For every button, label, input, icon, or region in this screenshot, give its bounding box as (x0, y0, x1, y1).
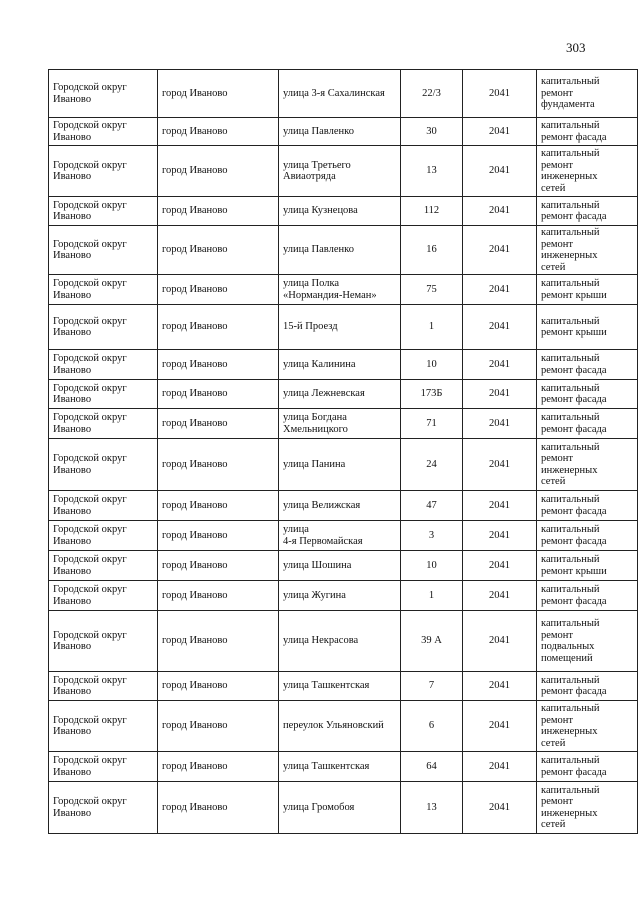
house-number-cell (401, 409, 463, 439)
work-type-cell-text: капитальный ремонт фасада (541, 524, 607, 547)
work-type-cell (537, 305, 638, 350)
house-number-cell-text: 16 (426, 244, 437, 256)
work-type-cell-text: капитальный ремонт фасада (541, 494, 607, 517)
city-cell-text: город Иваново (162, 760, 228, 772)
house-number-cell (401, 118, 463, 146)
street-cell (279, 752, 401, 782)
city-cell-text: город Иваново (162, 165, 228, 177)
table-row (49, 409, 638, 439)
house-number-cell-text: 71 (426, 417, 437, 429)
repair-schedule-table (48, 69, 638, 834)
city-cell-text: город Иваново (162, 244, 228, 256)
work-type-cell (537, 226, 638, 275)
house-number-cell (401, 197, 463, 226)
street-cell-text: улица Шошина (283, 559, 352, 571)
table-row (49, 146, 638, 197)
page-number: 303 (566, 40, 586, 55)
street-cell (279, 409, 401, 439)
house-number-cell (401, 491, 463, 521)
year-cell-text: 2041 (489, 417, 510, 429)
district-cell-text: Городской округ Иваново (53, 453, 127, 476)
year-cell-text: 2041 (489, 358, 510, 370)
year-cell (463, 611, 537, 672)
work-type-cell (537, 409, 638, 439)
table-row (49, 521, 638, 551)
house-number-cell-text: 112 (423, 205, 440, 217)
year-cell-text: 2041 (489, 165, 510, 177)
work-type-cell (537, 551, 638, 581)
work-type-cell-text: капитальный ремонт фасада (541, 412, 607, 435)
work-type-cell-text: капитальный ремонт фасада (541, 755, 607, 778)
city-cell-text: город Иваново (162, 321, 228, 333)
house-number-cell (401, 350, 463, 380)
year-cell-text: 2041 (489, 283, 510, 295)
city-cell (158, 701, 279, 752)
city-cell-text: город Иваново (162, 635, 228, 647)
street-cell-text: переулок Ульяновский (283, 720, 384, 732)
year-cell (463, 439, 537, 491)
district-cell-text: Городской округ Иваново (53, 159, 127, 182)
house-number-cell (401, 782, 463, 834)
city-cell (158, 197, 279, 226)
work-type-cell (537, 197, 638, 226)
table-row (49, 275, 638, 305)
year-cell-text: 2041 (489, 321, 510, 333)
street-cell (279, 551, 401, 581)
house-number-cell-text: 1 (428, 589, 435, 601)
street-cell-text: улица Павленко (283, 244, 354, 256)
house-number-cell (401, 551, 463, 581)
district-cell-text: Городской округ Иваново (53, 796, 127, 819)
work-type-cell-text: капитальный ремонт крыши (541, 554, 607, 577)
work-type-cell (537, 611, 638, 672)
district-cell-text: Городской округ Иваново (53, 315, 127, 338)
work-type-cell-text: капитальный ремонт крыши (541, 278, 607, 301)
street-cell-text: улица Полка «Нормандия-Неман» (283, 278, 377, 301)
district-cell (49, 491, 158, 521)
street-cell (279, 672, 401, 701)
district-cell-text: Городской округ Иваново (53, 199, 127, 222)
table-row (49, 551, 638, 581)
street-cell (279, 380, 401, 409)
house-number-cell (401, 439, 463, 491)
table-row (49, 782, 638, 834)
city-cell (158, 350, 279, 380)
house-number-cell (401, 305, 463, 350)
work-type-cell (537, 118, 638, 146)
district-cell (49, 118, 158, 146)
street-cell (279, 581, 401, 611)
year-cell-text: 2041 (489, 125, 510, 137)
street-cell-text: улица 4-я Первомайская (283, 524, 363, 547)
house-number-cell (401, 226, 463, 275)
street-cell-text: улица Лежневская (283, 388, 365, 400)
city-cell-text: город Иваново (162, 283, 228, 295)
table-row (49, 491, 638, 521)
year-cell-text: 2041 (489, 680, 510, 692)
house-number-cell (401, 521, 463, 551)
house-number-cell-text: 22/3 (422, 87, 441, 99)
district-cell-text: Городской округ Иваново (53, 412, 127, 435)
district-cell (49, 305, 158, 350)
street-cell-text: улица Калинина (283, 358, 356, 370)
year-cell (463, 672, 537, 701)
house-number-cell-text: 13 (426, 165, 437, 177)
table-row (49, 672, 638, 701)
city-cell-text: город Иваново (162, 388, 228, 400)
street-cell-text: улица Третьего Авиаотряда (283, 159, 351, 182)
street-cell-text: улица Ташкентская (283, 760, 370, 772)
work-type-cell (537, 672, 638, 701)
year-cell (463, 380, 537, 409)
street-cell-text: улица Жугина (283, 589, 346, 601)
city-cell (158, 146, 279, 197)
district-cell (49, 581, 158, 611)
district-cell (49, 409, 158, 439)
street-cell-text: улица Громобоя (283, 801, 355, 813)
city-cell-text: город Иваново (162, 559, 228, 571)
work-type-cell (537, 439, 638, 491)
city-cell-text: город Иваново (162, 499, 228, 511)
district-cell (49, 782, 158, 834)
street-cell (279, 275, 401, 305)
year-cell (463, 701, 537, 752)
city-cell (158, 782, 279, 834)
district-cell-text: Городской округ Иваново (53, 353, 127, 376)
district-cell (49, 380, 158, 409)
year-cell (463, 70, 537, 118)
house-number-cell (401, 380, 463, 409)
district-cell (49, 350, 158, 380)
work-type-cell-text: капитальный ремонт фасада (541, 382, 607, 405)
district-cell (49, 701, 158, 752)
table-row (49, 118, 638, 146)
city-cell-text: город Иваново (162, 589, 228, 601)
work-type-cell (537, 146, 638, 197)
district-cell (49, 672, 158, 701)
district-cell-text: Городской округ Иваново (53, 494, 127, 517)
city-cell (158, 551, 279, 581)
house-number-cell (401, 146, 463, 197)
work-type-cell (537, 581, 638, 611)
table-row (49, 581, 638, 611)
year-cell-text: 2041 (489, 205, 510, 217)
work-type-cell (537, 782, 638, 834)
street-cell-text: улица Некрасова (283, 635, 359, 647)
house-number-cell (401, 70, 463, 118)
city-cell (158, 226, 279, 275)
city-cell (158, 752, 279, 782)
district-cell-text: Городской округ Иваново (53, 82, 127, 105)
work-type-cell-text: капитальный ремонт фасада (541, 199, 607, 222)
year-cell-text: 2041 (489, 87, 510, 99)
house-number-cell (401, 672, 463, 701)
district-cell (49, 521, 158, 551)
table-body (49, 70, 638, 834)
year-cell-text: 2041 (489, 458, 510, 470)
city-cell (158, 70, 279, 118)
house-number-cell-text: 47 (426, 499, 437, 511)
table-row (49, 226, 638, 275)
street-cell (279, 701, 401, 752)
district-cell-text: Городской округ Иваново (53, 278, 127, 301)
house-number-cell-text: 1 (428, 321, 435, 333)
city-cell (158, 521, 279, 551)
work-type-cell-text: капитальный ремонт фасада (541, 353, 607, 376)
street-cell (279, 226, 401, 275)
work-type-cell-text: капитальный ремонт инженерных сетей (541, 703, 600, 749)
street-cell-text: улица Панина (283, 458, 346, 470)
table-row (49, 701, 638, 752)
year-cell-text: 2041 (489, 720, 510, 732)
city-cell (158, 491, 279, 521)
street-cell (279, 70, 401, 118)
house-number-cell-text: 173Б (420, 388, 443, 400)
city-cell-text: город Иваново (162, 125, 228, 137)
work-type-cell-text: капитальный ремонт инженерных сетей (541, 441, 600, 487)
city-cell-text: город Иваново (162, 458, 228, 470)
year-cell (463, 350, 537, 380)
house-number-cell (401, 752, 463, 782)
house-number-cell (401, 581, 463, 611)
street-cell (279, 491, 401, 521)
district-cell (49, 70, 158, 118)
city-cell (158, 118, 279, 146)
work-type-cell (537, 752, 638, 782)
district-cell-text: Городской округ Иваново (53, 120, 127, 143)
year-cell (463, 226, 537, 275)
street-cell (279, 611, 401, 672)
city-cell (158, 611, 279, 672)
street-cell-text: улица 3-я Сахалинская (283, 87, 385, 99)
city-cell (158, 439, 279, 491)
street-cell (279, 439, 401, 491)
street-cell (279, 118, 401, 146)
year-cell (463, 305, 537, 350)
year-cell (463, 551, 537, 581)
district-cell-text: Городской округ Иваново (53, 674, 127, 697)
house-number-cell-text: 7 (428, 680, 435, 692)
work-type-cell-text: капитальный ремонт фасада (541, 120, 607, 143)
year-cell-text: 2041 (489, 529, 510, 541)
district-cell (49, 197, 158, 226)
year-cell (463, 581, 537, 611)
house-number-cell-text: 39 А (421, 635, 442, 647)
work-type-cell (537, 275, 638, 305)
street-cell (279, 305, 401, 350)
year-cell (463, 752, 537, 782)
work-type-cell-text: капитальный ремонт фасада (541, 584, 607, 607)
district-cell-text: Городской округ Иваново (53, 524, 127, 547)
year-cell-text: 2041 (489, 635, 510, 647)
street-cell-text: улица Велижская (283, 499, 361, 511)
house-number-cell-text: 75 (426, 283, 437, 295)
city-cell-text: город Иваново (162, 358, 228, 370)
year-cell (463, 197, 537, 226)
street-cell (279, 782, 401, 834)
year-cell (463, 118, 537, 146)
work-type-cell-text: капитальный ремонт инженерных сетей (541, 148, 600, 194)
street-cell-text: улица Павленко (283, 125, 354, 137)
house-number-cell-text: 13 (426, 801, 437, 813)
house-number-cell-text: 3 (428, 529, 435, 541)
year-cell-text: 2041 (489, 760, 510, 772)
year-cell (463, 521, 537, 551)
street-cell (279, 146, 401, 197)
work-type-cell (537, 701, 638, 752)
city-cell-text: город Иваново (162, 720, 228, 732)
city-cell-text: город Иваново (162, 680, 228, 692)
work-type-cell (537, 380, 638, 409)
year-cell (463, 409, 537, 439)
street-cell-text: улица Кузнецова (283, 205, 358, 217)
house-number-cell-text: 10 (426, 358, 437, 370)
work-type-cell-text: капитальный ремонт крыши (541, 315, 607, 338)
street-cell-text: улица Ташкентская (283, 680, 370, 692)
table-row (49, 305, 638, 350)
house-number-cell-text: 30 (426, 125, 437, 137)
city-cell (158, 409, 279, 439)
table-row (49, 752, 638, 782)
year-cell (463, 491, 537, 521)
year-cell-text: 2041 (489, 499, 510, 511)
district-cell-text: Городской округ Иваново (53, 238, 127, 261)
city-cell-text: город Иваново (162, 87, 228, 99)
city-cell (158, 305, 279, 350)
year-cell-text: 2041 (489, 801, 510, 813)
district-cell (49, 551, 158, 581)
year-cell-text: 2041 (489, 388, 510, 400)
table-row (49, 70, 638, 118)
city-cell-text: город Иваново (162, 205, 228, 217)
street-cell-text: улица Богдана Хмельницкого (283, 412, 348, 435)
district-cell-text: Городской округ Иваново (53, 382, 127, 405)
district-cell-text: Городской округ Иваново (53, 629, 127, 652)
work-type-cell-text: капитальный ремонт подвальных помещений (541, 618, 600, 664)
district-cell (49, 439, 158, 491)
year-cell-text: 2041 (489, 559, 510, 571)
street-cell (279, 197, 401, 226)
city-cell (158, 672, 279, 701)
district-cell (49, 146, 158, 197)
street-cell-text: 15-й Проезд (283, 321, 338, 333)
year-cell-text: 2041 (489, 244, 510, 256)
work-type-cell (537, 350, 638, 380)
district-cell (49, 226, 158, 275)
work-type-cell (537, 491, 638, 521)
street-cell (279, 521, 401, 551)
work-type-cell-text: капитальный ремонт фундамента (541, 76, 600, 111)
house-number-cell-text: 6 (428, 720, 435, 732)
house-number-cell (401, 701, 463, 752)
work-type-cell-text: капитальный ремонт инженерных сетей (541, 784, 600, 830)
year-cell (463, 146, 537, 197)
table-row (49, 380, 638, 409)
district-cell-text: Городской округ Иваново (53, 554, 127, 577)
work-type-cell (537, 70, 638, 118)
work-type-cell-text: капитальный ремонт фасада (541, 674, 607, 697)
work-type-cell (537, 521, 638, 551)
year-cell (463, 782, 537, 834)
table-row (49, 197, 638, 226)
district-cell-text: Городской округ Иваново (53, 714, 127, 737)
city-cell (158, 380, 279, 409)
table-row (49, 439, 638, 491)
city-cell (158, 581, 279, 611)
district-cell-text: Городской округ Иваново (53, 584, 127, 607)
work-type-cell-text: капитальный ремонт инженерных сетей (541, 227, 600, 273)
district-cell (49, 752, 158, 782)
table-row (49, 350, 638, 380)
city-cell (158, 275, 279, 305)
house-number-cell (401, 275, 463, 305)
house-number-cell (401, 611, 463, 672)
city-cell-text: город Иваново (162, 417, 228, 429)
district-cell (49, 611, 158, 672)
house-number-cell-text: 24 (426, 458, 437, 470)
year-cell-text: 2041 (489, 589, 510, 601)
table-row (49, 611, 638, 672)
street-cell (279, 350, 401, 380)
year-cell (463, 275, 537, 305)
district-cell (49, 275, 158, 305)
city-cell-text: город Иваново (162, 801, 228, 813)
house-number-cell-text: 10 (426, 559, 437, 571)
district-cell-text: Городской округ Иваново (53, 755, 127, 778)
city-cell-text: город Иваново (162, 529, 228, 541)
house-number-cell-text: 64 (426, 760, 437, 772)
